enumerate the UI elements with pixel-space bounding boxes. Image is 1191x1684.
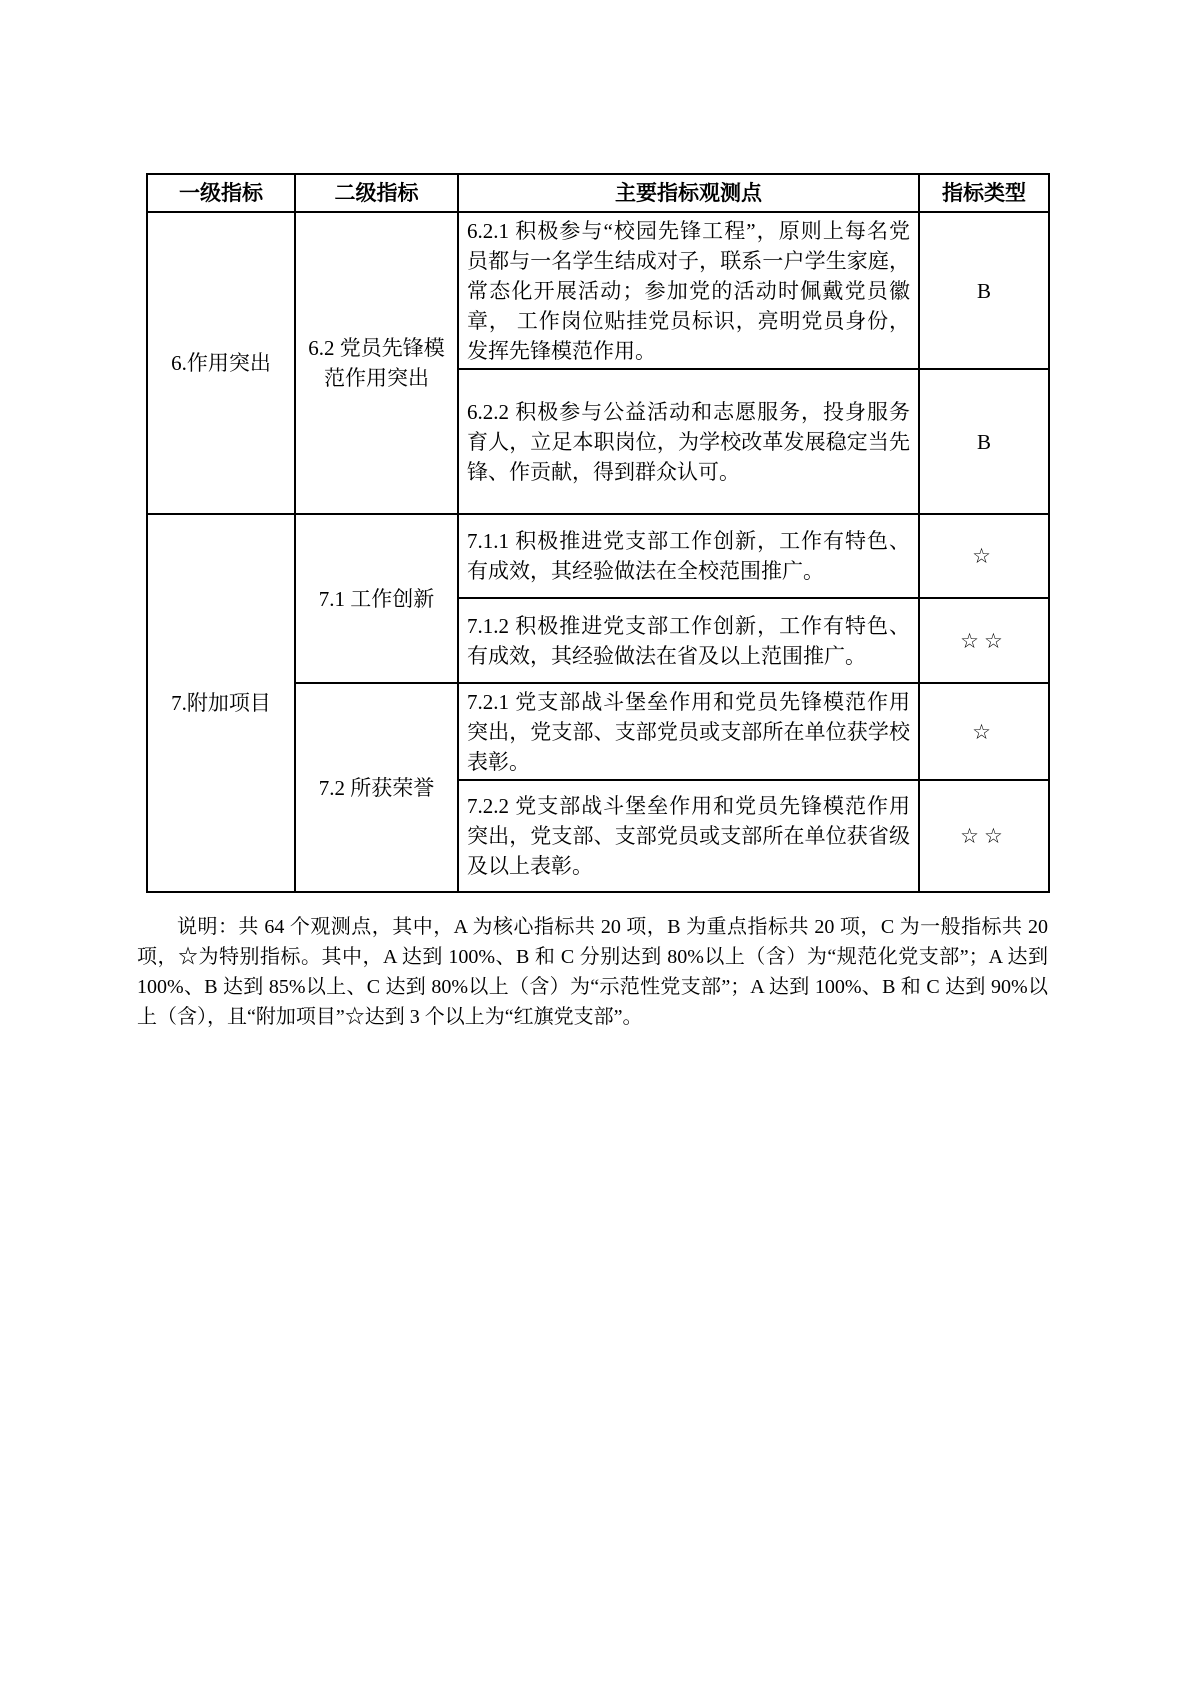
cell-type-7-1-1: ☆ [919,514,1049,598]
table-header-row [147,174,1049,212]
cell-level2-7-2: 7.2 所获荣誉 [295,683,458,892]
header-level1: 一级指标 [147,174,295,212]
header-type: 指标类型 [919,174,1049,212]
cell-level1-6: 6.作用突出 [147,212,295,514]
cell-observation-7-1-1: 7.1.1 积极推进党支部工作创新，工作有特色、有成效，其经验做法在全校范围推广。 [458,514,919,598]
header-observation: 主要指标观测点 [458,174,919,212]
explanation-note: 说明：共 64 个观测点，其中，A 为核心指标共 20 项，B 为重点指标共 20 项，C 为一般指标共 20 项，☆为特别指标。其中，A 达到 100%、B 和 C 分别达到 80%以上（含）为“规范化党支部”；A 达到 100%、B 达到 85%以上、C 达到 80%以上（含）为“示范性党支部”；A 达到 100%、B 和 C 达到 90%以上（含），且“附加项目”☆达到 3 个以上为“红旗党支部”。 [137,916,1048,1028]
cell-type-7-1-2: ☆☆ [919,598,1049,683]
header-level2: 二级指标 [295,174,458,212]
table-row [147,212,1049,369]
cell-type-6-2-1: B [919,212,1049,369]
cell-observation-6-2-2: 6.2.2 积极参与公益活动和志愿服务，投身服务育人，立足本职岗位，为学校改革发展稳定当先锋、作贡献，得到群众认可。 [458,369,919,514]
cell-observation-7-1-2: 7.1.2 积极推进党支部工作创新，工作有特色、有成效，其经验做法在省及以上范围推广。 [458,598,919,683]
cell-observation-7-2-2: 7.2.2 党支部战斗堡垒作用和党员先锋模范作用突出，党支部、支部党员或支部所在单位获省级及以上表彰。 [458,780,919,892]
cell-level2-6-2: 6.2 党员先锋模范作用突出 [295,212,458,514]
cell-type-7-2-1: ☆ [919,683,1049,780]
cell-observation-7-2-1: 7.2.1 党支部战斗堡垒作用和党员先锋模范作用突出，党支部、支部党员或支部所在单位获学校表彰。 [458,683,919,780]
cell-type-7-2-2: ☆☆ [919,780,1049,892]
cell-level1-7: 7.附加项目 [147,514,295,892]
table-row [147,514,1049,598]
indicator-table [146,173,1050,893]
cell-level2-7-1: 7.1 工作创新 [295,514,458,683]
cell-type-6-2-2: B [919,369,1049,514]
cell-observation-6-2-1: 6.2.1 积极参与“校园先锋工程”，原则上每名党员都与一名学生结成对子，联系一户学生家庭， 常态化开展活动；参加党的活动时佩戴党员徽章， 工作岗位贴挂党员标识，亮明党员身份，发挥先锋模范作用。 [458,212,919,369]
